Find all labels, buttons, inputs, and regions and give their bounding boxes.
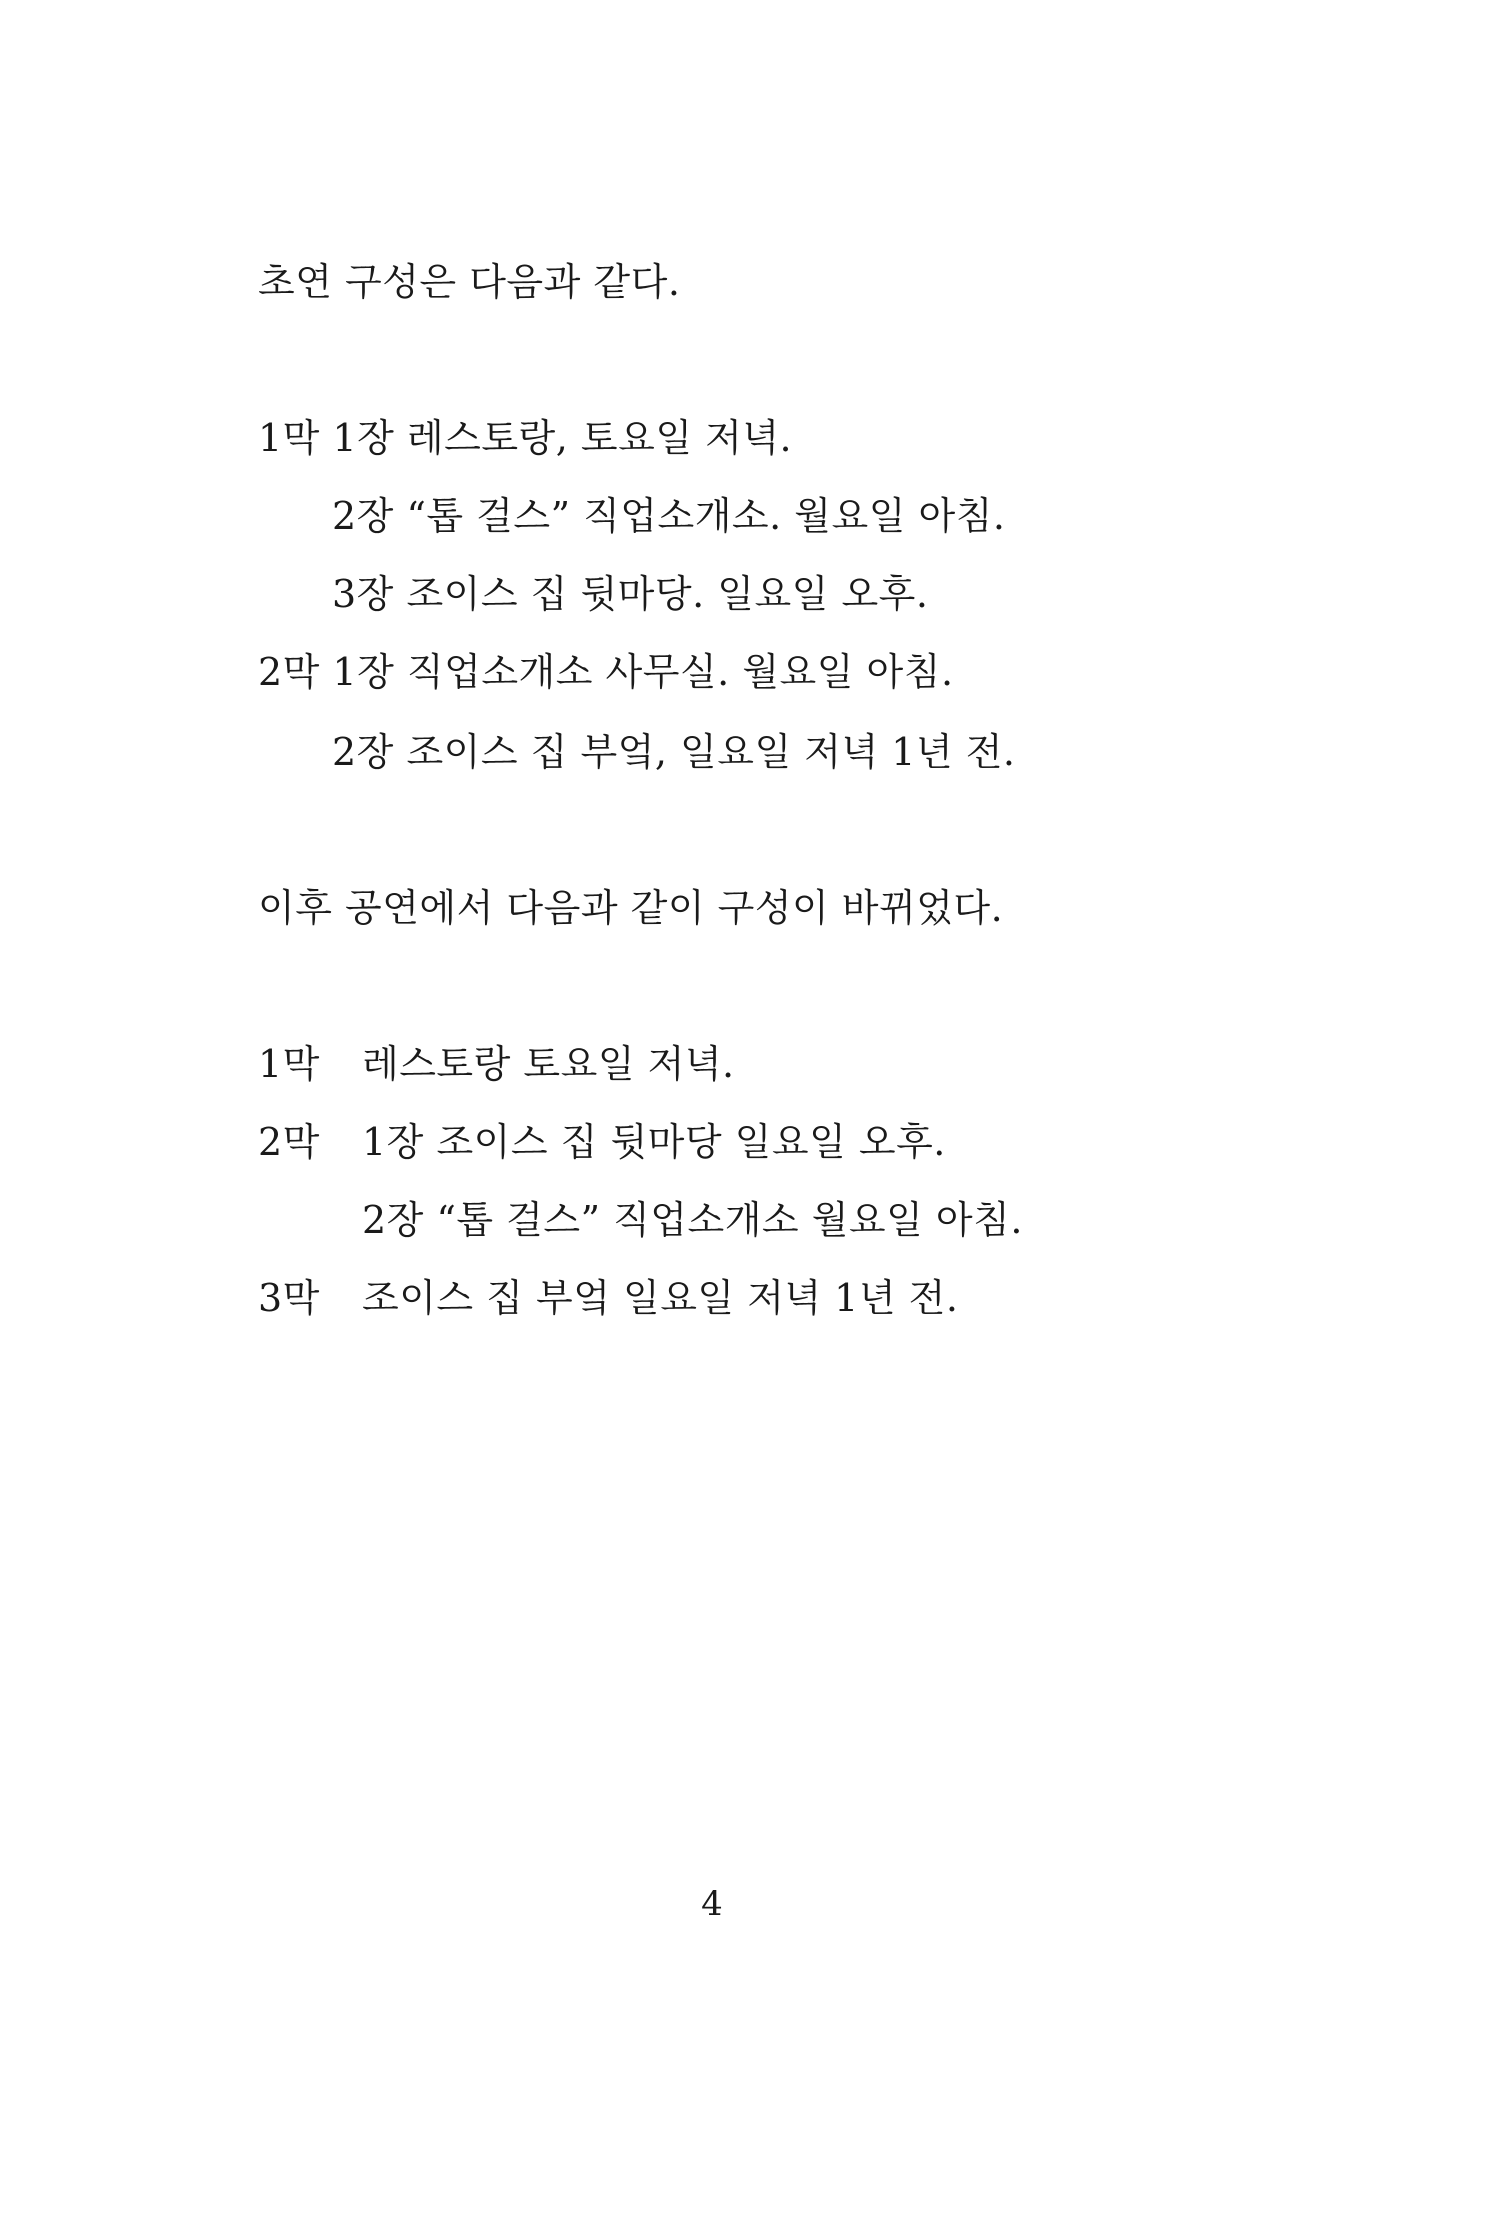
act-description: 조이스 집 부엌 일요일 저녁 1년 전. <box>362 1276 959 1320</box>
act-label: 3막 <box>258 1276 320 1320</box>
page-number: 4 <box>701 1884 723 1924</box>
act-description: 2장 “톱 걸스” 직업소개소 월요일 아침. <box>362 1198 1023 1242</box>
premiere-line-1: 1막 1장 레스토랑, 토요일 저녁. <box>258 416 793 460</box>
act-label: 2막 <box>258 1120 320 1164</box>
premiere-line-5: 2장 조이스 집 부엌, 일요일 저녁 1년 전. <box>332 730 1016 774</box>
premiere-line-4: 2막 1장 직업소개소 사무실. 월요일 아침. <box>258 650 954 694</box>
act-description: 레스토랑 토요일 저녁. <box>362 1042 735 1086</box>
premiere-line-3: 3장 조이스 집 뒷마당. 일요일 오후. <box>332 572 929 616</box>
act-label: 1막 <box>258 1042 320 1086</box>
premiere-line-2: 2장 “톱 걸스” 직업소개소. 월요일 아침. <box>332 494 1006 538</box>
later-intro-paragraph: 이후 공연에서 다음과 같이 구성이 바뀌었다. <box>258 886 1004 930</box>
intro-paragraph: 초연 구성은 다음과 같다. <box>258 260 681 304</box>
act-description: 1장 조이스 집 뒷마당 일요일 오후. <box>362 1120 946 1164</box>
